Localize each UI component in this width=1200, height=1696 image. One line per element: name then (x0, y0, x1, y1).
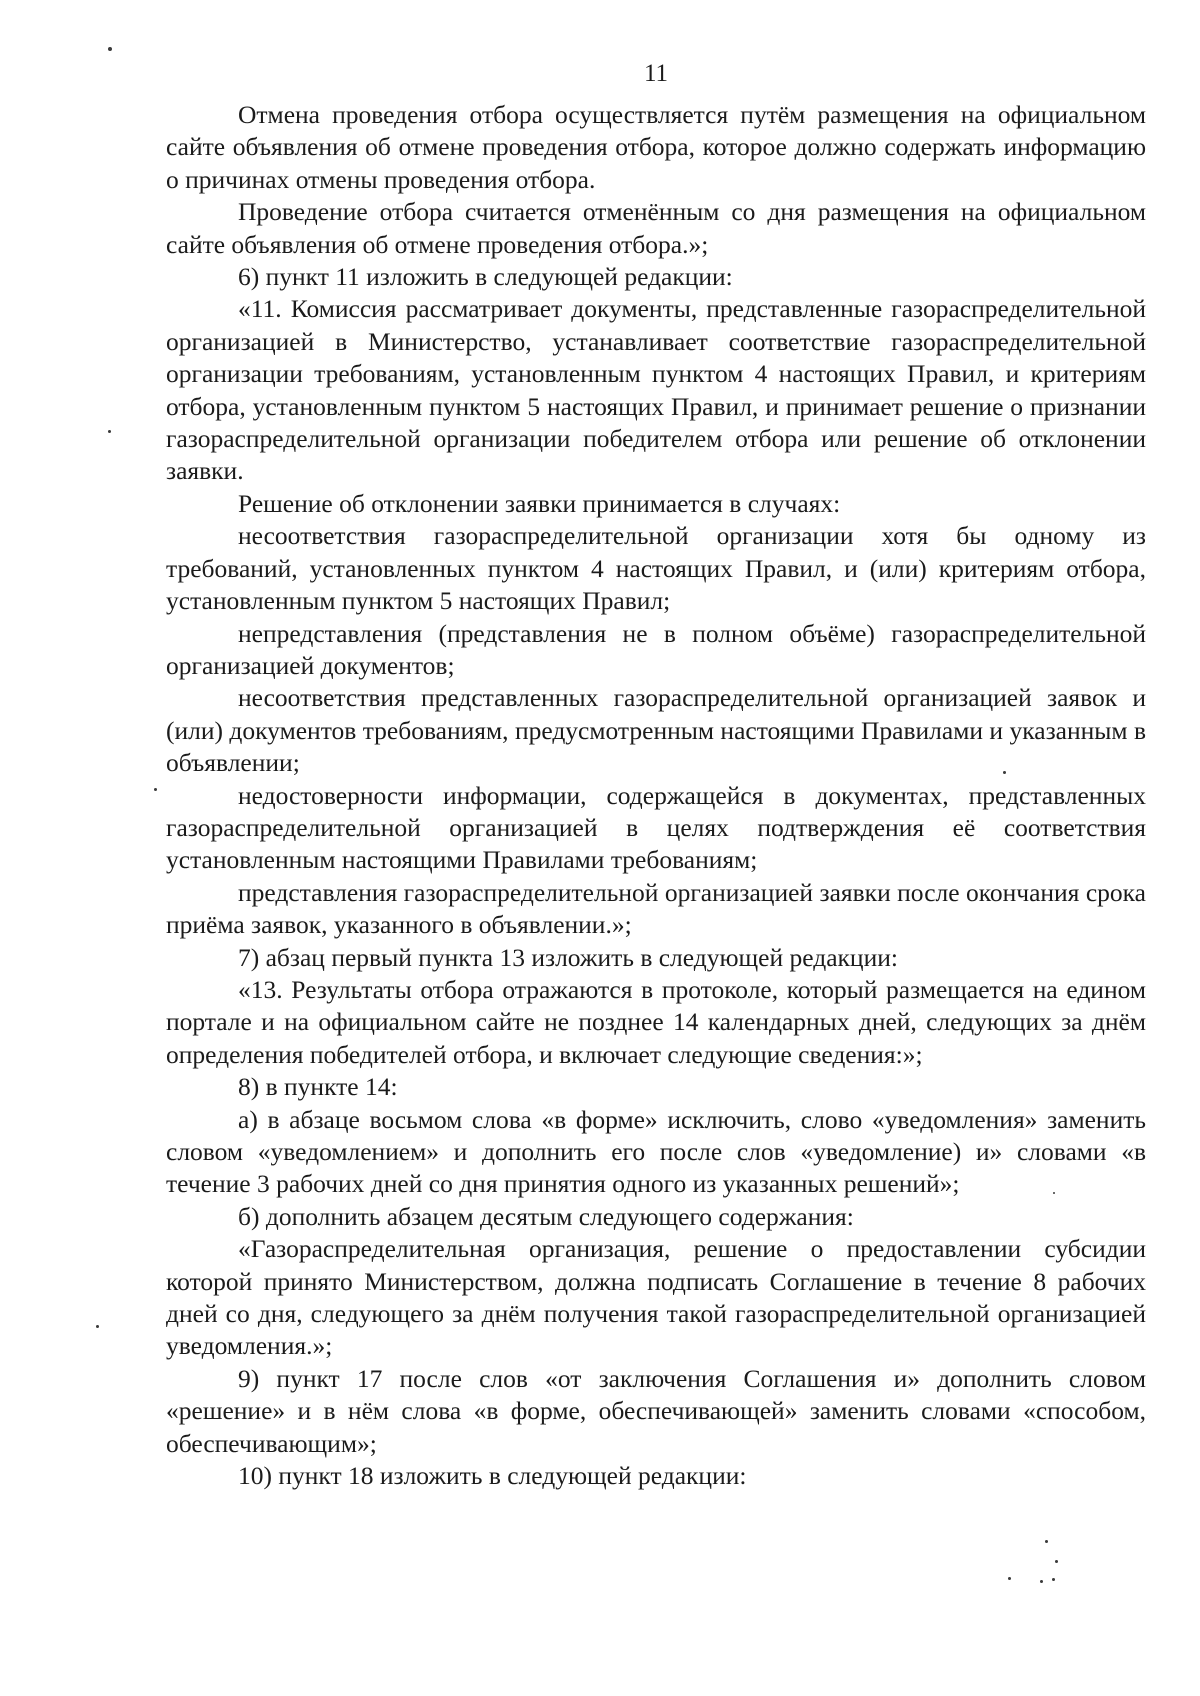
paragraph-amendment-8: 8) в пункте 14: (238, 1072, 398, 1102)
paragraph-clause-11: «11. Комиссия рассматривает документы, представленные газораспределительной организацией в Министерство, устанавливает соответствие газораспределительной организации требованиям, установленным пунктом 4 настоящих Правил, и критериям отбора, установленным пунктом 5 настоящих Правил, и принимает решение о признании газораспределительной организации победителем отбора или решение об отклонении заявки. (166, 294, 1146, 486)
scan-speck (96, 1325, 99, 1328)
scan-speck (1008, 1577, 1011, 1580)
scan-speck (1045, 1540, 1048, 1543)
paragraph-rejection-cases: Решение об отклонении заявки принимается в случаях: (238, 488, 841, 518)
scan-speck (108, 430, 111, 433)
paragraph-clause-13: «13. Результаты отбора отражаются в протоколе, который размещается на едином портале и на официальном сайте не позднее 14 календарных дней, следующих за днём определения победителей отбора, и включает следующие сведения:»; (166, 974, 1146, 1069)
scan-speck (1055, 1560, 1058, 1563)
list-item-missing-documents: непредставления (представления не в полном объёме) газораспределительной организацией документов; (166, 618, 1146, 680)
paragraph-amendment-7: 7) абзац первый пункта 13 изложить в следующей редакции: (238, 942, 898, 972)
paragraph-amendment-8b: б) дополнить абзацем десятым следующего содержания: (238, 1201, 854, 1231)
list-item-late-submission: представления газораспределительной организацией заявки после окончания срока приёма заявок, указанного в объявлении.»; (166, 877, 1146, 940)
scan-speck (1040, 1580, 1043, 1583)
paragraph-amendment-6: 6) пункт 11 изложить в следующей редакции: (238, 262, 733, 292)
document-body (166, 99, 1146, 1492)
list-item-noncompliance-requirements: несоответствия газораспределительной организации хотя бы одному из требований, установленных пунктом 4 настоящих Правил, и (или) критериям отбора, установленным пунктом 5 настоящих Правил; (166, 521, 1146, 616)
scan-speck (1052, 1578, 1055, 1581)
scan-speck (1003, 771, 1006, 774)
page-number: 11 (643, 60, 669, 87)
paragraph-new-tenth-clause: «Газораспределительная организация, решение о предоставлении субсидии которой принято Министерством, должна подписать Соглашение в течение 8 рабочих дней со дня, следующего за днём получения такой газораспределительной организацией уведомления.»; (166, 1234, 1146, 1361)
list-item-noncompliant-applications: несоответствия представленных газораспределительной организацией заявок и (или) документов требованиям, предусмотренным настоящими Правилами и указанным в объявлении; (166, 683, 1146, 778)
paragraph-cancellation-procedure: Отмена проведения отбора осуществляется путём размещения на официальном сайте объявления об отмене проведения отбора, которое должно содержать информацию о причинах отмены проведения отбора. (166, 100, 1146, 194)
scan-speck (108, 47, 112, 51)
paragraph-amendment-9: 9) пункт 17 после слов «от заключения Соглашения и» дополнить словом «решение» и в нём слова «в форме, обеспечивающей» заменить словами «способом, обеспечивающим»; (166, 1363, 1146, 1458)
paragraph-amendment-8a: а) в абзаце восьмом слова «в форме» исключить, слово «уведомления» заменить словом «уведомлением» и дополнить его после слов «уведомление) и» словами «в течение 3 рабочих дней со дня принятия одного из указанных решений»; (166, 1104, 1146, 1199)
paragraph-cancellation-effective: Проведение отбора считается отменённым со дня размещения на официальном сайте объявления об отмене проведения отбора.»; (166, 197, 1146, 259)
paragraph-amendment-10: 10) пункт 18 изложить в следующей редакции: (238, 1461, 747, 1491)
list-item-unreliable-information: недостоверности информации, содержащейся в документах, представленных газораспределительной организацией в целях подтверждения её соответствия установленным настоящими Правилами требованиям; (166, 780, 1146, 875)
scan-speck (1053, 1192, 1055, 1194)
scan-speck (154, 788, 157, 791)
